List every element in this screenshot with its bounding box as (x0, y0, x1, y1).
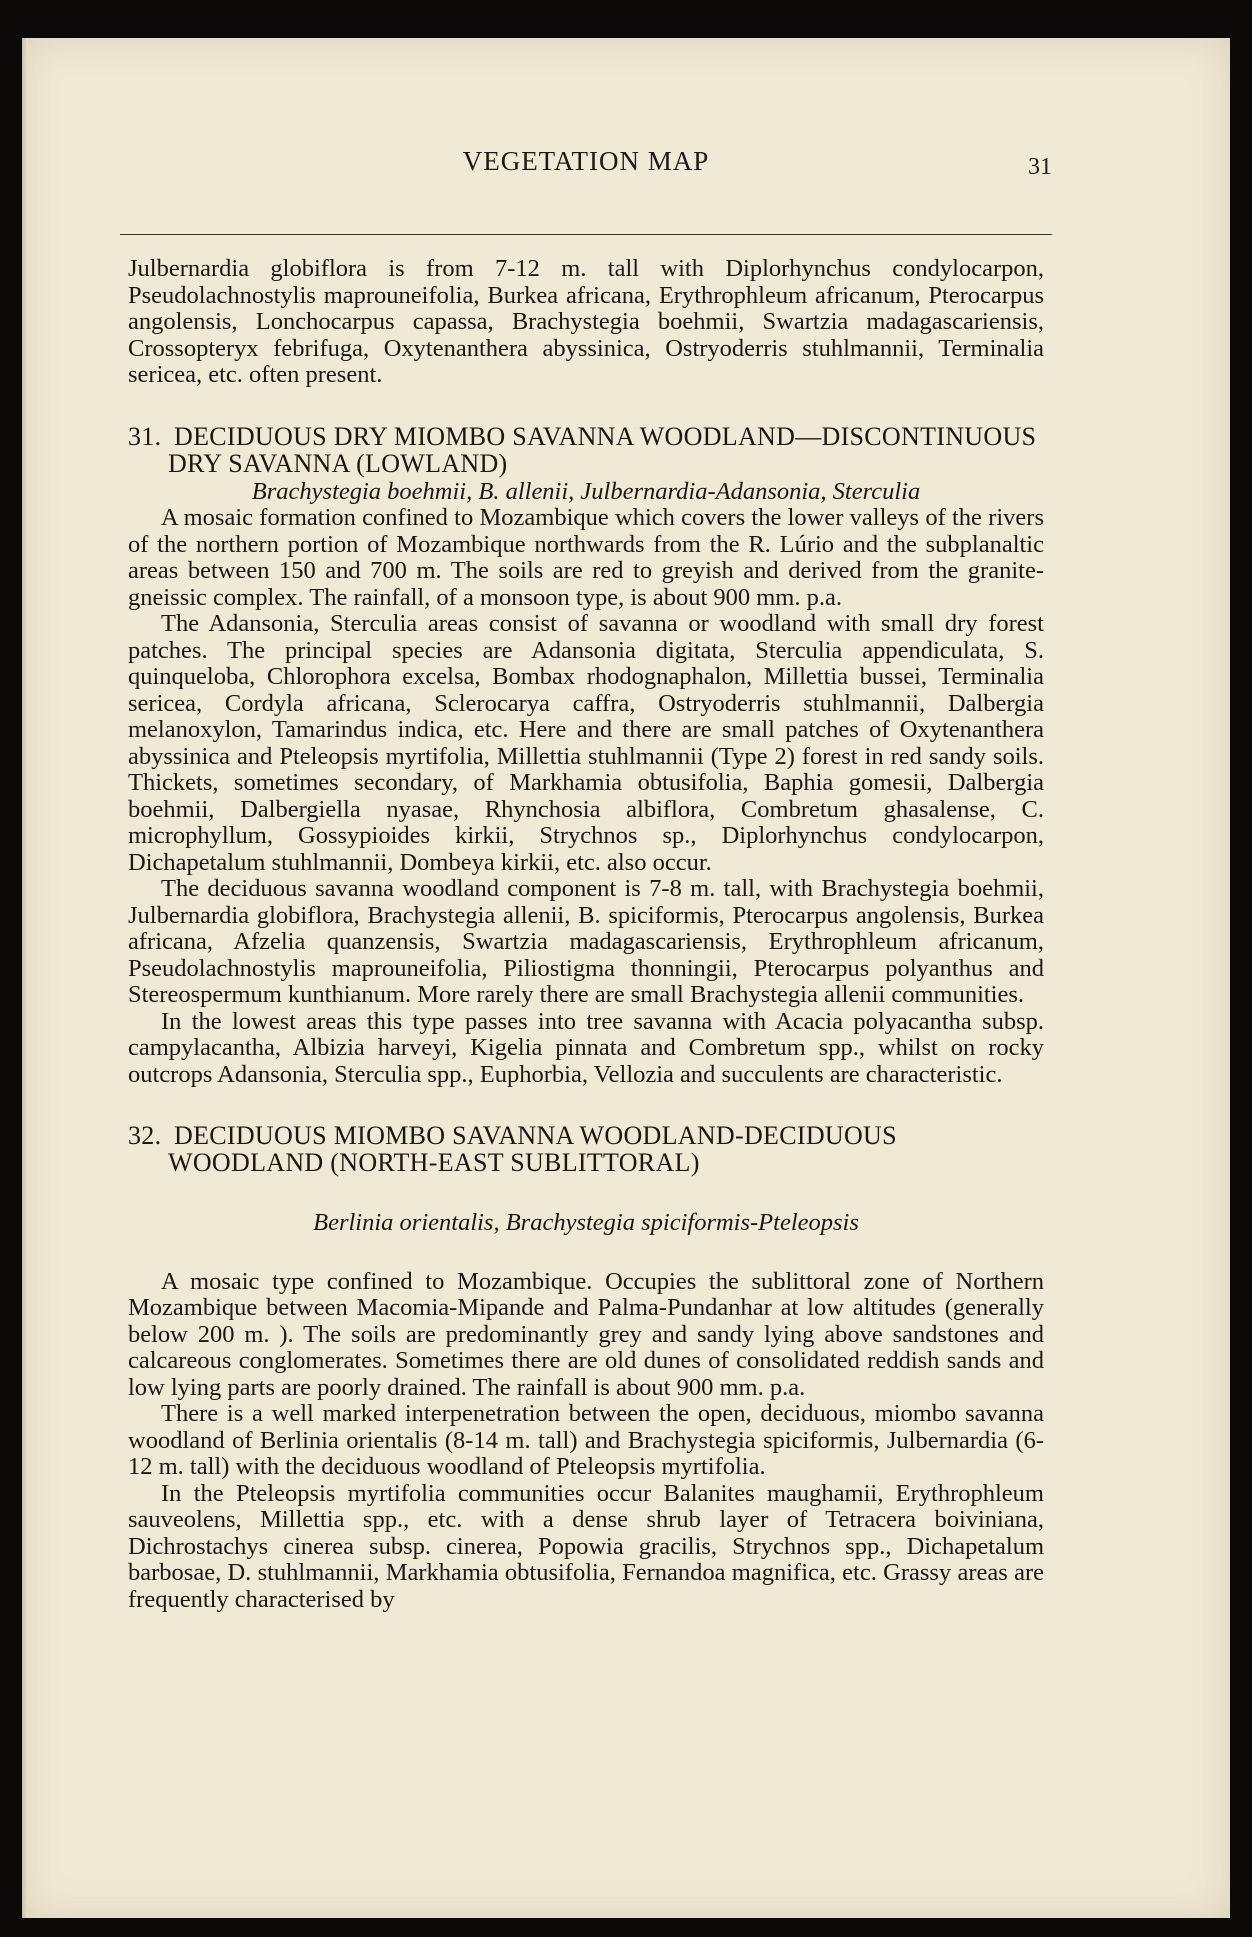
section-31-title: DECIDUOUS DRY MIOMBO SAVANNA WOODLAND—DISCONTINUOUS DRY SAVANNA (LOWLAND) (168, 421, 1037, 478)
section-31-subtitle: Brachystegia boehmii, B. allenii, Julbernardia-Adansonia, Sterculia (251, 477, 921, 505)
section-31-paragraph-3: The deciduous savanna woodland component is 7-8 m. tall, with Brachystegia boehmii, Julbernardia globiflora, Brachystegia allenii, B. spiciformis, Pterocarpus angolensis, Burkea africana, Afzelia quanzensis, Swartzia madagascariensis, Erythrophleum africanum, Pseudolachnostylis maprouneifolia, Piliostigma thonningii, Pterocarpus polyanthus and Stereospermum kunthianum. More rarely there are small Brachystegia allenii communities. (128, 875, 1044, 1008)
section-32-title: DECIDUOUS MIOMBO SAVANNA WOODLAND-DECIDUOUS WOODLAND (NORTH-EAST SUBLITTORAL) (168, 1121, 897, 1177)
running-title: VEGETATION MAP (462, 146, 710, 176)
page-body (128, 256, 1044, 1613)
section-32-subtitle: Berlinia orientalis, Brachystegia spiciformis-Pteleopsis (313, 1209, 859, 1236)
page-header (120, 146, 1052, 206)
intro-paragraph: Julbernardia globiflora is from 7-12 m. tall with Diplorhynchus condylocarpon, Pseudolachnostylis maprouneifolia, Burkea africana, Erythrophleum africanum, Pterocarpus angolensis, Lonchocarpus capassa, Brachystegia boehmii, Swartzia madagascariensis, Crossopteryx febrifuga, Oxytenanthera abyssinica, Ostryoderris stuhlmannii, Terminalia sericea, etc. often present. (128, 255, 1044, 388)
section-31-number: 31. (128, 421, 162, 451)
section-31-paragraph-4: In the lowest areas this type passes into tree savanna with Acacia polyacantha subsp. campylacantha, Albizia harveyi, Kigelia pinnata and Combretum spp., whilst on rocky outcrops Adansonia, Sterculia spp., Euphorbia, Vellozia and succulents are characteristic. (128, 1007, 1044, 1088)
section-32-paragraph-1: A mosaic type confined to Mozambique. Occupies the sublittoral zone of Northern Mozambique between Macomia-Mipande and Palma-Pundanhar at low altitudes (generally below 200 m. ). The soils are predominantly grey and sandy lying above sandstones and calcareous conglomerates. Sometimes there are old dunes of consolidated reddish sands and low lying parts are poorly drained. The rainfall is about 900 mm. p.a. (128, 1267, 1044, 1401)
page-gutter (22, 38, 28, 1918)
section-32-paragraph-3: In the Pteleopsis myrtifolia communities occur Balanites maughamii, Erythrophleum sauveolens, Millettia spp., etc. with a dense shrub layer of Tetracera boiviniana, Dichrostachys cinerea subsp. cinerea, Popowia gracilis, Strychnos spp., Dichapetalum barbosae, D. stuhlmannii, Markhamia obtusifolia, Fernandoa magnifica, etc. Grassy areas are frequently characterised by (128, 1479, 1044, 1613)
section-31-heading (128, 423, 1044, 477)
header-rule (120, 234, 1052, 235)
section-32-paragraph-2: There is a well marked interpenetration between the open, deciduous, miombo savanna woodland of Berlinia orientalis (8-14 m. tall) and Brachystegia spiciformis, Julbernardia (6-12 m. tall) with the deciduous woodland of Pteleopsis myrtifolia. (128, 1400, 1044, 1480)
section-31-paragraph-2: The Adansonia, Sterculia areas consist of savanna or woodland with small dry forest patches. The principal species are Adansonia digitata, Sterculia appendiculata, S. quinqueloba, Chlorophora excelsa, Bombax rhodognaphalon, Millettia bussei, Terminalia sericea, Cordyla africana, Sclerocarya caffra, Ostryoderris stuhlmannii, Dalbergia melanoxylon, Tamarindus indica, etc. Here and there are small patches of Oxytenanthera abyssinica and Pteleopsis myrtifolia, Millettia stuhlmannii (Type 2) forest in red sandy soils. Thickets, sometimes secondary, of Markhamia obtusifolia, Baphia gomesii, Dalbergia boehmii, Dalbergiella nyasae, Rhynchosia albiflora, Combretum ghasalense, C. microphyllum, Gossypioides kirkii, Strychnos sp., Diplorhynchus condylocarpon, Dichapetalum stuhlmannii, Dombeya kirkii, etc. also occur. (128, 610, 1044, 876)
section-31-paragraph-1: A mosaic formation confined to Mozambique which covers the lower valleys of the rivers of the northern portion of Mozambique northwards from the R. Lúrio and the subplanaltic areas between 150 and 700 m. The soils are red to greyish and derived from the granite-gneissic complex. The rainfall, of a monsoon type, is about 900 mm. p.a. (128, 504, 1044, 611)
section-32-heading (128, 1122, 1044, 1176)
section-32-number: 32. (128, 1121, 162, 1150)
page-number: 31 (1028, 154, 1052, 180)
book-page (22, 38, 1230, 1918)
